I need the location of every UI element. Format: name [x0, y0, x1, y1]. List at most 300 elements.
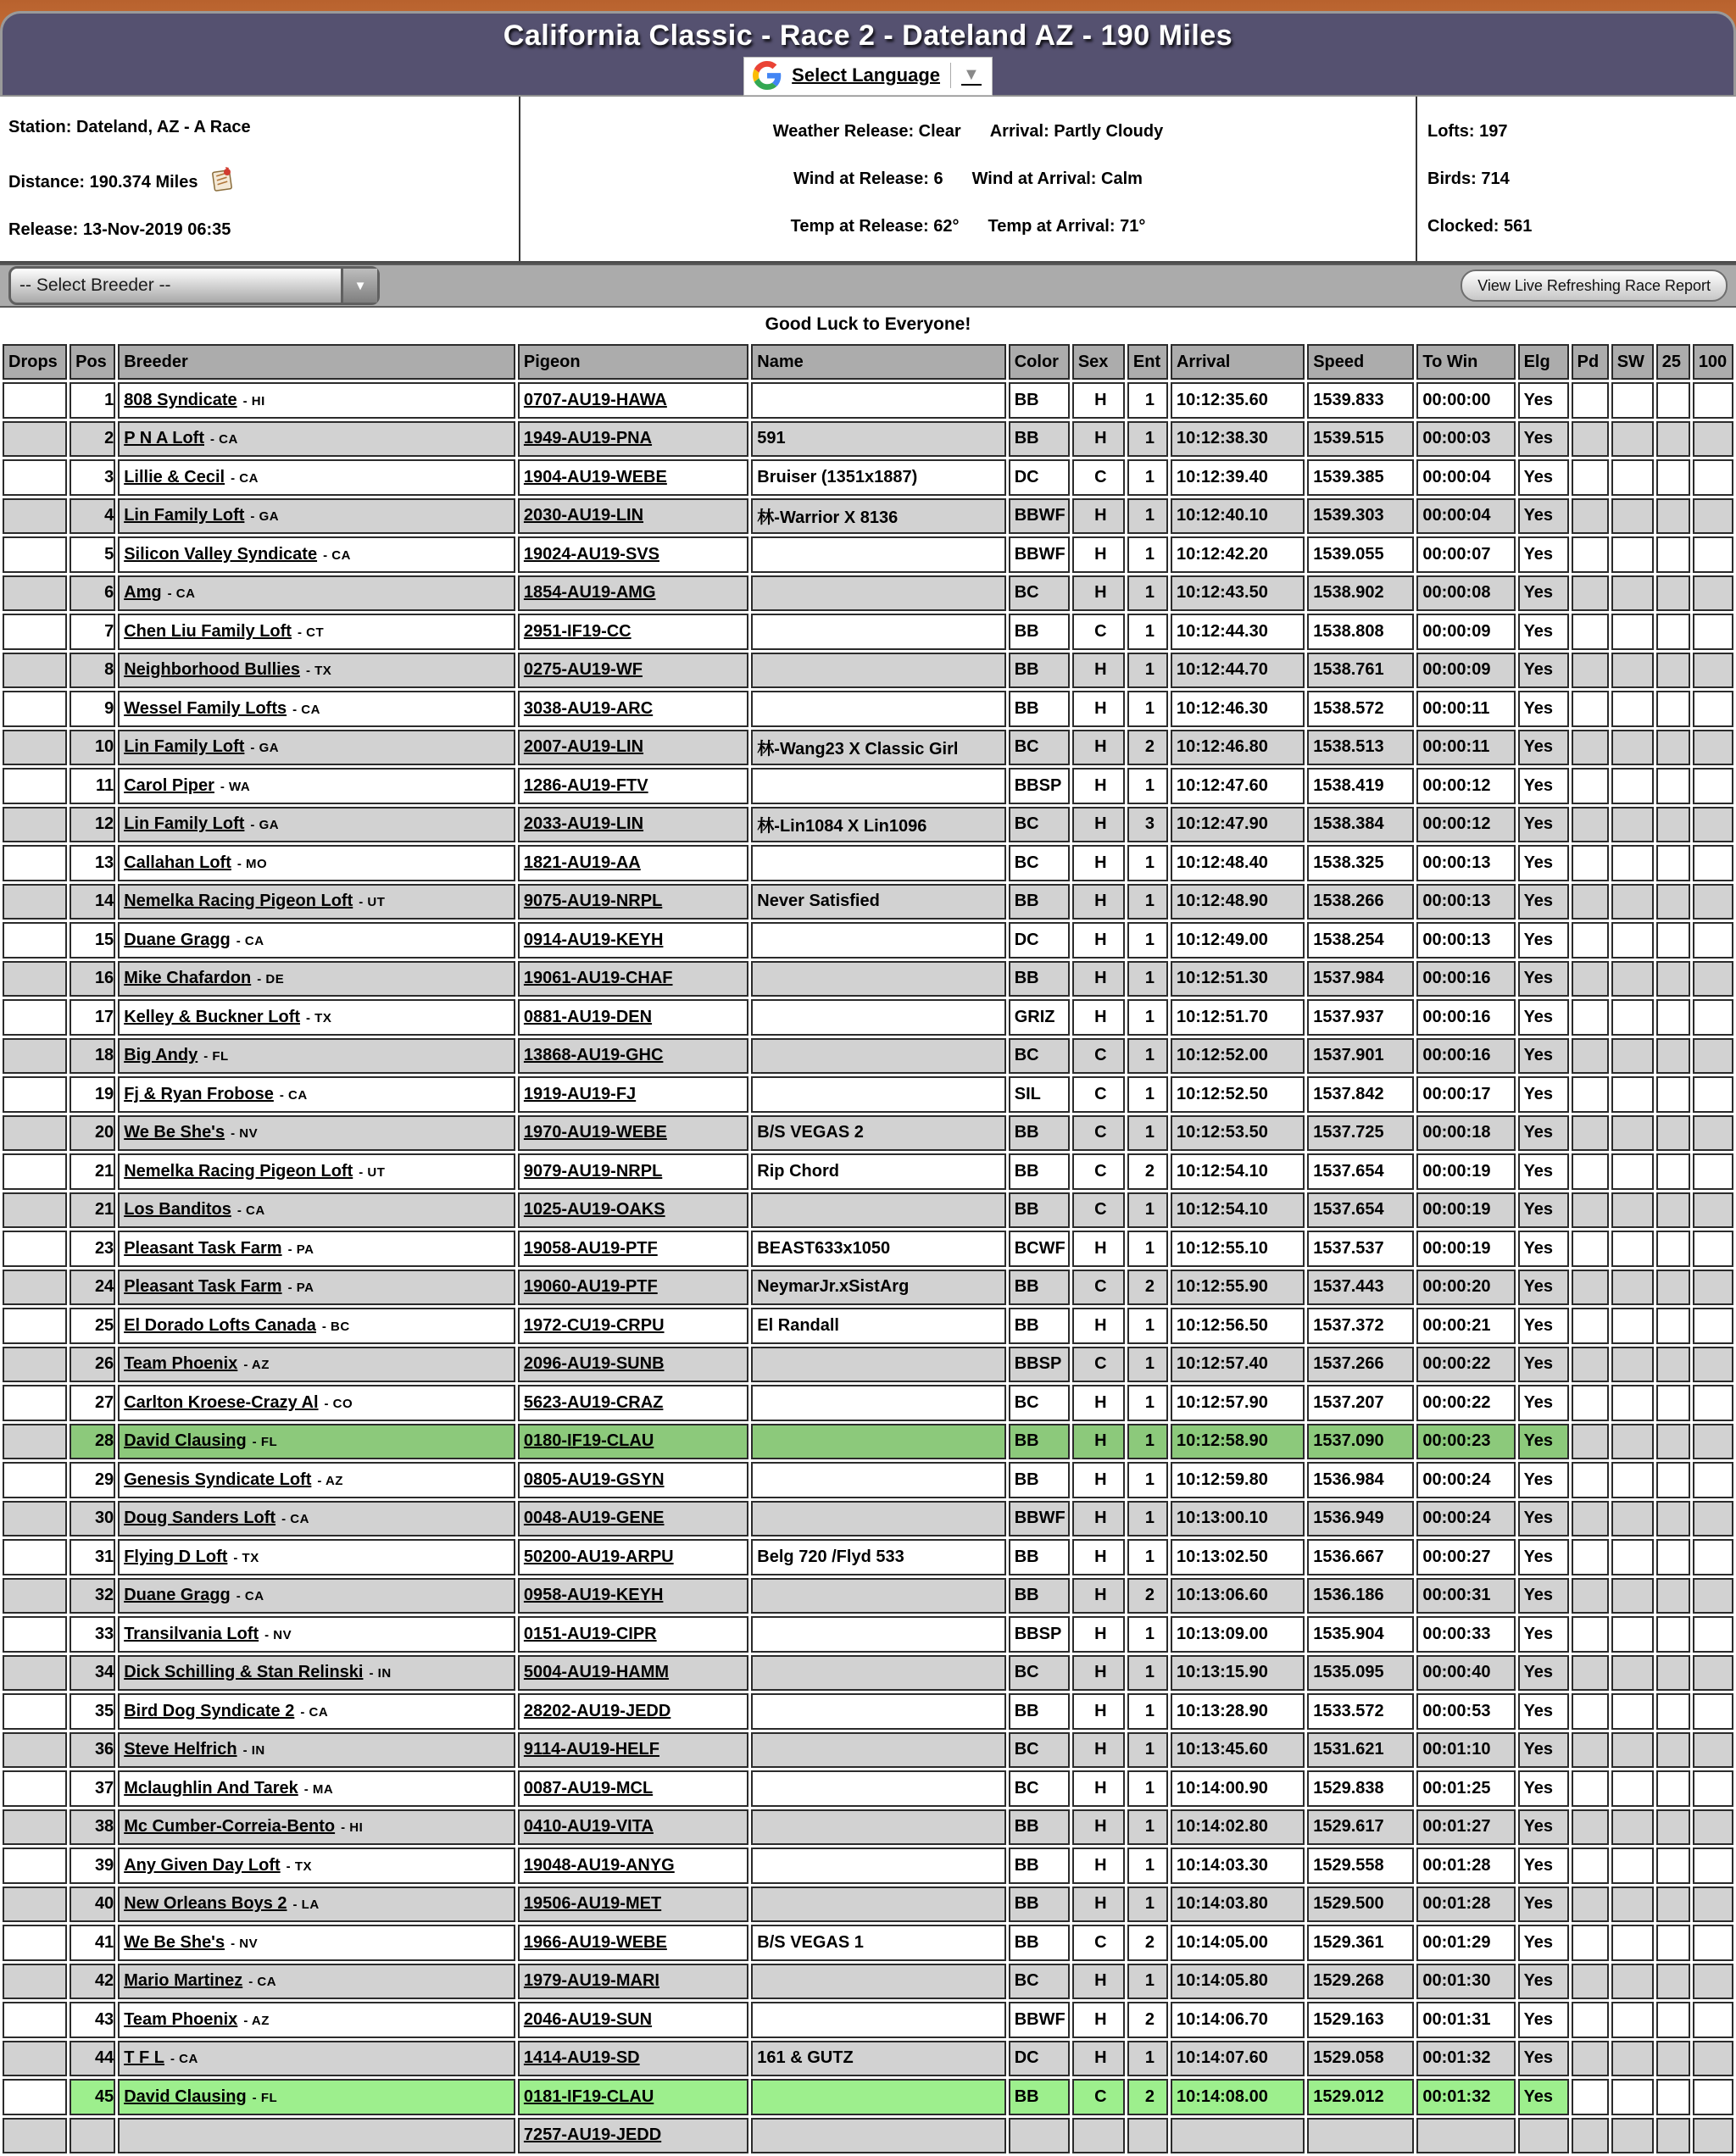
sex-cell: H [1072, 1693, 1125, 1730]
pigeon-link[interactable]: 1949-AU19-PNA [523, 429, 653, 448]
speed-cell: 1535.095 [1307, 1655, 1414, 1692]
view-live-report-button[interactable]: View Live Refreshing Race Report [1461, 270, 1728, 302]
table-row [3, 1848, 1733, 1884]
drops-cell [3, 999, 67, 1036]
ent-cell: 1 [1127, 1347, 1168, 1383]
c100-cell [1693, 1115, 1733, 1152]
breeder-link[interactable]: We Be She's [124, 1123, 225, 1142]
pigeon-link[interactable]: 0275-AU19-WF [523, 660, 643, 680]
breeder-cell [118, 1809, 515, 1846]
c25-cell [1656, 1809, 1690, 1846]
pd-cell [1572, 1732, 1609, 1769]
pigeon-link[interactable]: 9075-AU19-NRPL [523, 892, 663, 911]
breeder-cell [118, 1153, 515, 1190]
speed-cell: 1537.207 [1307, 1385, 1414, 1421]
pigeon-cell [518, 691, 748, 727]
arrival-cell: 10:12:39.40 [1171, 459, 1305, 496]
breeder-cell [118, 845, 515, 881]
breeder-link[interactable]: Big Andy [124, 1046, 198, 1065]
arrival-cell: 10:13:00.10 [1171, 1501, 1305, 1537]
pigeon-link[interactable]: 19506-AU19-MET [523, 1894, 662, 1914]
pd-cell [1572, 2041, 1609, 2077]
name-cell [751, 1964, 1005, 2000]
arrival-cell: 10:14:05.80 [1171, 1964, 1305, 2000]
table-row [3, 1308, 1733, 1344]
elg-cell: Yes [1518, 2079, 1569, 2115]
sex-cell: C [1072, 1270, 1125, 1306]
sw-cell [1611, 730, 1654, 766]
breeder-link[interactable]: Neighborhood Bullies [124, 660, 300, 680]
breeder-cell [118, 1192, 515, 1229]
pigeon-cell [518, 1385, 748, 1421]
pigeon-link[interactable]: 5623-AU19-CRAZ [523, 1392, 664, 1412]
breeder-link[interactable]: Chen Liu Family Loft [124, 621, 292, 641]
breeder-link[interactable]: Lin Family Loft [124, 506, 245, 525]
towin-cell: 00:00:23 [1416, 1424, 1515, 1460]
table-row [3, 1192, 1733, 1229]
column-header-name: Name [751, 344, 1005, 380]
table-row [3, 653, 1733, 689]
breeder-link[interactable]: David Clausing [124, 2087, 247, 2106]
breeder-link[interactable]: Steve Helfrich [124, 1740, 237, 1759]
sw-cell [1611, 421, 1654, 458]
sex-cell: H [1072, 1616, 1125, 1653]
speed-cell: 1537.443 [1307, 1270, 1414, 1306]
pd-cell [1572, 1616, 1609, 1653]
pigeon-link[interactable]: 2951-IF19-CC [523, 621, 632, 641]
elg-cell: Yes [1518, 845, 1569, 881]
pigeon-link[interactable]: 0048-AU19-GENE [523, 1509, 665, 1528]
breeder-link[interactable]: Lin Family Loft [124, 737, 245, 757]
table-row [3, 2002, 1733, 2038]
elg-cell: Yes [1518, 1153, 1569, 1190]
table-row [3, 1462, 1733, 1498]
breeder-state: - TX [286, 1859, 313, 1874]
color-cell: BC [1009, 1655, 1070, 1692]
elg-cell: Yes [1518, 1385, 1569, 1421]
breeder-cell [118, 768, 515, 804]
sw-cell [1611, 1308, 1654, 1344]
pigeon-link[interactable]: 7257-AU19-JEDD [523, 2125, 662, 2145]
breeder-state: - AZ [243, 1358, 270, 1373]
sex-cell: H [1072, 961, 1125, 997]
c100-cell [1693, 382, 1733, 419]
pigeon-link[interactable]: 1972-CU19-CRPU [523, 1315, 665, 1335]
pigeon-link[interactable]: 19024-AU19-SVS [523, 544, 659, 564]
ent-cell: 1 [1127, 653, 1168, 689]
pigeon-link[interactable]: 2096-AU19-SUNB [523, 1354, 665, 1374]
towin-cell: 00:01:28 [1416, 1886, 1515, 1923]
towin-cell: 00:00:03 [1416, 421, 1515, 458]
pigeon-link[interactable]: 1854-AU19-AMG [523, 583, 656, 603]
pigeon-cell [518, 2002, 748, 2038]
drops-cell [3, 2079, 67, 2115]
pigeon-link[interactable]: 9114-AU19-HELF [523, 1740, 659, 1759]
c25-cell [1656, 1308, 1690, 1344]
towin-cell: 00:00:12 [1416, 768, 1515, 804]
pd-cell [1572, 1770, 1609, 1807]
breeder-link[interactable]: El Dorado Lofts Canada [124, 1315, 316, 1335]
breeder-state: - TX [305, 664, 332, 679]
table-row [3, 1693, 1733, 1730]
breeder-link[interactable]: Nemelka Racing Pigeon Loft [124, 1161, 353, 1181]
breeder-cell [118, 999, 515, 1036]
pigeon-link[interactable]: 0958-AU19-KEYH [523, 1586, 664, 1605]
breeder-state: - HI [341, 1820, 364, 1836]
color-cell: BBSP [1009, 768, 1070, 804]
breeder-link[interactable]: Bird Dog Syndicate 2 [124, 1701, 295, 1720]
weather-text: Temp at Release: 62° [790, 216, 960, 236]
sex-cell: H [1072, 575, 1125, 612]
breeder-link[interactable]: We Be She's [124, 1932, 225, 1952]
breeder-link[interactable]: Los Banditos [124, 1200, 231, 1220]
ent-cell [1127, 2118, 1168, 2154]
sex-cell: H [1072, 691, 1125, 727]
arrival-cell: 10:12:52.00 [1171, 1038, 1305, 1075]
c100-cell [1693, 2118, 1733, 2154]
pos-cell: 42 [70, 1964, 115, 2000]
arrival-cell: 10:12:54.10 [1171, 1153, 1305, 1190]
name-cell [751, 1616, 1005, 1653]
sex-cell: H [1072, 1770, 1125, 1807]
pigeon-link[interactable]: 19060-AU19-PTF [523, 1277, 658, 1297]
breeder-cell [118, 1462, 515, 1498]
c25-cell [1656, 1347, 1690, 1383]
ent-cell: 1 [1127, 459, 1168, 496]
elg-cell: Yes [1518, 2041, 1569, 2077]
breeder-link[interactable]: Lillie & Cecil [124, 467, 225, 486]
drops-cell [3, 1848, 67, 1884]
pd-cell [1572, 691, 1609, 727]
breeder-state: - MA [303, 1781, 334, 1797]
pos-cell: 29 [70, 1462, 115, 1498]
pigeon-cell [518, 1848, 748, 1884]
pigeon-link[interactable]: 9079-AU19-NRPL [523, 1161, 663, 1181]
pigeon-cell [518, 1886, 748, 1923]
elg-cell: Yes [1518, 575, 1569, 612]
pigeon-cell [518, 498, 748, 535]
pd-cell [1572, 536, 1609, 573]
pigeon-link[interactable]: 28202-AU19-JEDD [523, 1701, 671, 1720]
speed-cell: 1529.361 [1307, 1925, 1414, 1961]
pos-cell: 12 [70, 807, 115, 843]
sex-cell: C [1072, 2079, 1125, 2115]
breeder-link[interactable]: Mclaughlin And Tarek [124, 1778, 298, 1798]
pigeon-cell [518, 614, 748, 650]
pigeon-cell [518, 1115, 748, 1152]
pigeon-link[interactable]: 3038-AU19-ARC [523, 698, 654, 718]
name-cell: NeymarJr.xSistArg [751, 1270, 1005, 1306]
pos-cell: 44 [70, 2041, 115, 2077]
c100-cell [1693, 1770, 1733, 1807]
c100-cell [1693, 2079, 1733, 2115]
c25-cell [1656, 1153, 1690, 1190]
c100-cell [1693, 1578, 1733, 1614]
table-row [3, 1925, 1733, 1961]
breeder-link[interactable]: Mike Chafardon [124, 969, 252, 988]
pigeon-link[interactable]: 1414-AU19-SD [523, 2048, 640, 2068]
breeder-link[interactable]: Pleasant Task Farm [124, 1238, 282, 1258]
breeder-select[interactable] [8, 266, 380, 305]
pigeon-cell [518, 1693, 748, 1730]
breeder-state: - CA [300, 1704, 329, 1720]
breeder-link[interactable]: Genesis Syndicate Loft [124, 1470, 312, 1489]
breeder-link[interactable]: Doug Sanders Loft [124, 1509, 276, 1528]
pigeon-cell [518, 768, 748, 804]
google-translate-widget[interactable] [743, 57, 993, 96]
speed-cell: 1537.984 [1307, 961, 1414, 997]
drops-cell [3, 1038, 67, 1075]
map-icon[interactable] [209, 165, 235, 192]
pigeon-link[interactable]: 2030-AU19-LIN [523, 506, 644, 525]
pd-cell [1572, 730, 1609, 766]
color-cell: BC [1009, 1732, 1070, 1769]
sw-cell [1611, 1809, 1654, 1846]
pigeon-link[interactable]: 0181-IF19-CLAU [523, 2087, 654, 2106]
c25-cell [1656, 2041, 1690, 2077]
pigeon-link[interactable]: 0410-AU19-VITA [523, 1817, 654, 1836]
ent-cell: 2 [1127, 2002, 1168, 2038]
sw-cell [1611, 884, 1654, 920]
pigeon-link[interactable]: 1966-AU19-WEBE [523, 1932, 667, 1952]
table-row [3, 1809, 1733, 1846]
ent-cell: 1 [1127, 575, 1168, 612]
sw-cell [1611, 2041, 1654, 2077]
c25-cell [1656, 1192, 1690, 1229]
pigeon-cell [518, 807, 748, 843]
breeder-link[interactable]: Transilvania Loft [124, 1624, 259, 1643]
pigeon-link[interactable]: 0881-AU19-DEN [523, 1007, 653, 1026]
breeder-cell [118, 1732, 515, 1769]
race-header [0, 11, 1736, 97]
pigeon-link[interactable]: 1286-AU19-FTV [523, 775, 648, 795]
pigeon-link[interactable]: 5004-AU19-HAMM [523, 1663, 670, 1682]
color-cell: BB [1009, 1848, 1070, 1884]
towin-cell [1416, 2118, 1515, 2154]
breeder-link[interactable]: Carlton Kroese-Crazy Al [124, 1392, 319, 1412]
elg-cell: Yes [1518, 1115, 1569, 1152]
speed-cell: 1529.838 [1307, 1770, 1414, 1807]
breeder-state: - MO [236, 856, 268, 871]
breeder-link[interactable]: Carol Piper [124, 775, 214, 795]
speed-cell: 1529.163 [1307, 2002, 1414, 2038]
pigeon-link[interactable]: 50200-AU19-ARPU [523, 1547, 674, 1566]
breeder-link[interactable]: David Clausing [124, 1431, 247, 1451]
speed-cell: 1529.058 [1307, 2041, 1414, 2077]
c100-cell [1693, 1153, 1733, 1190]
pd-cell [1572, 421, 1609, 458]
pigeon-link[interactable]: 19048-AU19-ANYG [523, 1855, 675, 1875]
elg-cell: Yes [1518, 884, 1569, 920]
pos-cell: 7 [70, 614, 115, 650]
sex-cell: H [1072, 999, 1125, 1036]
sw-cell [1611, 1038, 1654, 1075]
c25-cell [1656, 2002, 1690, 2038]
ent-cell: 1 [1127, 498, 1168, 535]
drops-cell [3, 691, 67, 727]
pos-cell: 15 [70, 922, 115, 959]
name-cell: Bruiser (1351x1887) [751, 459, 1005, 496]
pigeon-link[interactable]: 0087-AU19-MCL [523, 1778, 654, 1798]
c100-cell [1693, 459, 1733, 496]
towin-cell: 00:00:16 [1416, 999, 1515, 1036]
breeder-link[interactable]: 808 Syndicate [124, 390, 237, 409]
breeder-link[interactable]: Pleasant Task Farm [124, 1277, 282, 1297]
breeder-link[interactable]: Flying D Loft [124, 1547, 228, 1566]
sw-cell [1611, 2118, 1654, 2154]
pd-cell [1572, 1578, 1609, 1614]
towin-cell: 00:00:24 [1416, 1462, 1515, 1498]
breeder-link[interactable]: Mc Cumber-Correia-Bento [124, 1817, 336, 1836]
pd-cell [1572, 1539, 1609, 1575]
sex-cell: H [1072, 1848, 1125, 1884]
pd-cell [1572, 1501, 1609, 1537]
name-cell [751, 1076, 1005, 1113]
ent-cell: 1 [1127, 1732, 1168, 1769]
pigeon-link[interactable]: 19061-AU19-CHAF [523, 969, 673, 988]
breeder-link[interactable]: Any Given Day Loft [124, 1855, 281, 1875]
pigeon-link[interactable]: 1821-AU19-AA [523, 853, 641, 872]
pigeon-link[interactable]: 0151-AU19-CIPR [523, 1624, 657, 1643]
ent-cell: 1 [1127, 1038, 1168, 1075]
pigeon-link[interactable]: 1904-AU19-WEBE [523, 467, 667, 486]
column-header-breeder: Breeder [118, 344, 515, 380]
column-header-drops: Drops [3, 344, 67, 380]
breeder-link[interactable]: Team Phoenix [124, 2009, 238, 2029]
breeder-link[interactable]: Fj & Ryan Frobose [124, 1084, 274, 1103]
elg-cell: Yes [1518, 1424, 1569, 1460]
breeder-state: - CO [324, 1396, 353, 1411]
c100-cell [1693, 768, 1733, 804]
sex-cell: C [1072, 1076, 1125, 1113]
pigeon-link[interactable]: 13868-AU19-GHC [523, 1046, 664, 1065]
towin-cell: 00:00:16 [1416, 1038, 1515, 1075]
breeder-cell [118, 2002, 515, 2038]
pigeon-link[interactable]: 2046-AU19-SUN [523, 2009, 653, 2029]
sex-cell: C [1072, 1347, 1125, 1383]
breeder-link[interactable]: Wessel Family Lofts [124, 698, 287, 718]
breeder-state: - AZ [243, 2013, 270, 2028]
arrival-cell: 10:12:47.90 [1171, 807, 1305, 843]
pigeon-link[interactable]: 2007-AU19-LIN [523, 737, 644, 757]
breeder-link[interactable]: Duane Gragg [124, 1586, 231, 1605]
sex-cell: H [1072, 1655, 1125, 1692]
color-cell: BB [1009, 1153, 1070, 1190]
c25-cell [1656, 421, 1690, 458]
pigeon-link[interactable]: 0805-AU19-GSYN [523, 1470, 665, 1489]
breeder-cell [118, 1925, 515, 1961]
name-cell: 林-Lin1084 X Lin1096 [751, 807, 1005, 843]
sw-cell [1611, 999, 1654, 1036]
pigeon-cell [518, 536, 748, 573]
towin-cell: 00:00:07 [1416, 536, 1515, 573]
speed-cell: 1538.384 [1307, 807, 1414, 843]
breeder-link[interactable]: Lin Family Loft [124, 814, 245, 834]
arrival-cell: 10:12:44.70 [1171, 653, 1305, 689]
breeder-link[interactable]: Dick Schilling & Stan Relinski [124, 1663, 364, 1682]
pigeon-link[interactable]: 0180-IF19-CLAU [523, 1431, 654, 1451]
pos-cell: 45 [70, 2079, 115, 2115]
name-cell [751, 1385, 1005, 1421]
speed-cell [1307, 2118, 1414, 2154]
c25-cell [1656, 575, 1690, 612]
pigeon-link[interactable]: 0914-AU19-KEYH [523, 930, 664, 949]
sw-cell [1611, 575, 1654, 612]
color-cell: BBWF [1009, 2002, 1070, 2038]
drops-cell [3, 536, 67, 573]
drops-cell [3, 2118, 67, 2154]
pigeon-link[interactable]: 1919-AU19-FJ [523, 1084, 637, 1103]
pos-cell: 34 [70, 1655, 115, 1692]
arrival-cell: 10:12:54.10 [1171, 1192, 1305, 1229]
sex-cell: H [1072, 1732, 1125, 1769]
pigeon-link[interactable]: 19058-AU19-PTF [523, 1238, 658, 1258]
elg-cell: Yes [1518, 1809, 1569, 1846]
breeder-link[interactable]: T F L [124, 2048, 164, 2068]
ent-cell: 1 [1127, 691, 1168, 727]
c25-cell [1656, 1115, 1690, 1152]
divider [950, 63, 951, 88]
c25-cell [1656, 1231, 1690, 1267]
breeder-link[interactable]: New Orleans Boys 2 [124, 1894, 287, 1914]
drops-cell [3, 1385, 67, 1421]
towin-cell: 00:01:28 [1416, 1848, 1515, 1884]
name-cell [751, 536, 1005, 573]
color-cell: BBWF [1009, 536, 1070, 573]
table-row [3, 382, 1733, 419]
column-header-color: Color [1009, 344, 1070, 380]
ent-cell: 2 [1127, 1578, 1168, 1614]
breeder-link[interactable]: Nemelka Racing Pigeon Loft [124, 892, 353, 911]
breeder-link[interactable]: P N A Loft [124, 429, 204, 448]
pigeon-link[interactable]: 1979-AU19-MARI [523, 1971, 659, 1991]
pigeon-link[interactable]: 0707-AU19-HAWA [523, 390, 667, 409]
breeder-link[interactable]: Silicon Valley Syndicate [124, 544, 318, 564]
breeder-state: - CA [292, 702, 320, 717]
pos-cell [70, 2118, 115, 2154]
speed-cell: 1535.904 [1307, 1616, 1414, 1653]
pigeon-link[interactable]: 1970-AU19-WEBE [523, 1123, 667, 1142]
name-cell: 161 & GUTZ [751, 2041, 1005, 2077]
breeder-state: - TX [233, 1550, 259, 1565]
breeder-cell [118, 1308, 515, 1344]
pigeon-link[interactable]: 1025-AU19-OAKS [523, 1200, 665, 1220]
c25-cell [1656, 1424, 1690, 1460]
breeder-link[interactable]: Duane Gragg [124, 930, 231, 949]
breeder-cell [118, 807, 515, 843]
breeder-link[interactable]: Kelley & Buckner Loft [124, 1007, 301, 1026]
breeder-cell [118, 1270, 515, 1306]
pigeon-link[interactable]: 2033-AU19-LIN [523, 814, 644, 834]
breeder-link[interactable]: Team Phoenix [124, 1354, 238, 1374]
breeder-link[interactable]: Mario Martinez [124, 1971, 243, 1991]
sex-cell: C [1072, 1153, 1125, 1190]
elg-cell: Yes [1518, 1192, 1569, 1229]
c25-cell [1656, 884, 1690, 920]
drops-cell [3, 653, 67, 689]
speed-cell: 1537.901 [1307, 1038, 1414, 1075]
elg-cell: Yes [1518, 459, 1569, 496]
sw-cell [1611, 1153, 1654, 1190]
pd-cell [1572, 1886, 1609, 1923]
name-cell: Belg 720 /Flyd 533 [751, 1539, 1005, 1575]
speed-cell: 1533.572 [1307, 1693, 1414, 1730]
c25-cell [1656, 536, 1690, 573]
pos-cell: 33 [70, 1616, 115, 1653]
breeder-cell [118, 653, 515, 689]
breeder-link[interactable]: Amg [124, 583, 162, 603]
breeder-link[interactable]: Callahan Loft [124, 853, 231, 872]
